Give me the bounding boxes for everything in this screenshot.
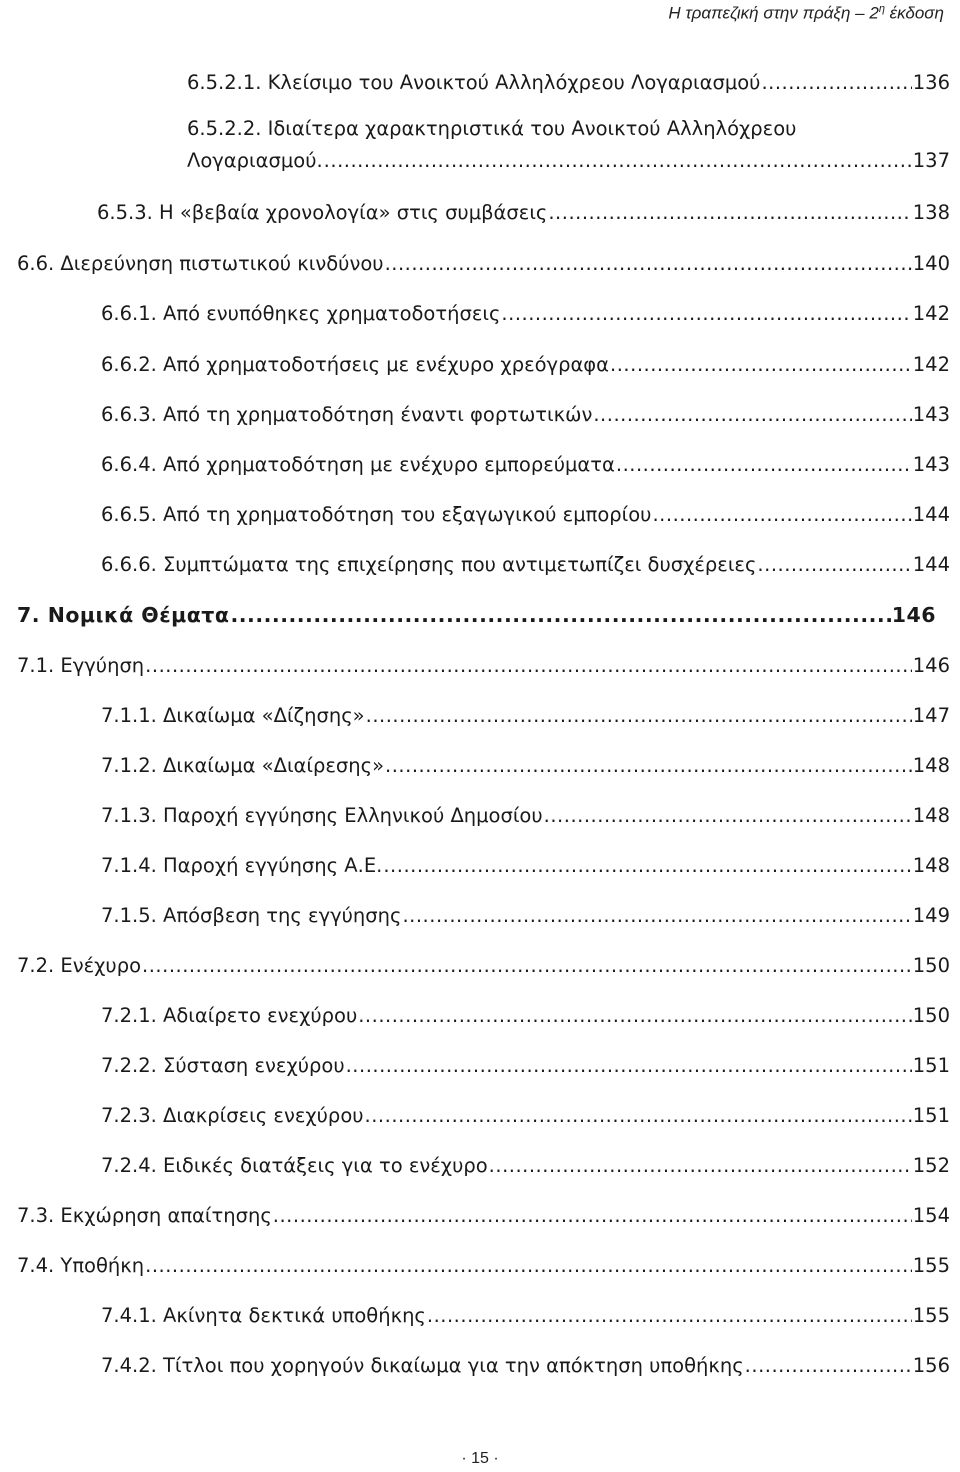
toc-entry[interactable]: 6.6. Διερεύνηση πιστωτικού κινδύνου ..... 140 (17, 251, 950, 277)
toc-entry[interactable]: 7.1.5. Απόσβεση της εγγύησης ..... 149 (101, 903, 950, 929)
toc-entry[interactable]: 7.1.3. Παροχή εγγύησης Ελληνικού Δημοσίου ..... 148 (101, 803, 950, 829)
toc-entry[interactable]: 7.2.2. Σύσταση ενεχύρου ..... 151 (101, 1053, 950, 1079)
toc-entry[interactable]: 7.1. Εγγύηση ..... 146 (17, 653, 950, 679)
toc-entry[interactable]: Λογαριασμού. ..... 137 (187, 148, 950, 174)
toc-entry[interactable]: 7.4.2. Τίτλοι που χορηγούν δικαίωμα για την απόκτηση υποθήκης ..... 156 (101, 1353, 950, 1379)
running-header: Η τραπεζική στην πράξη – $2^\eta$ έκδοση (668, 3, 944, 23)
toc-entry[interactable]: 7.1.1. Δικαίωμα «Δίζησης» ..... 147 (101, 703, 950, 729)
toc-entry[interactable]: 6.6.3. Από τη χρηματοδότηση έναντι φορτωτικών ..... 143 (101, 402, 950, 428)
toc-entry[interactable]: 7.2.3. Διακρίσεις ενεχύρου ..... 151 (101, 1103, 950, 1129)
toc-entry[interactable]: 7.1.4. Παροχή εγγύησης Α.Ε. ..... 148 (101, 853, 950, 879)
toc-entry[interactable]: 6.6.4. Από χρηματοδότηση με ενέχυρο εμπορεύματα ..... 143 (101, 452, 950, 478)
toc-entry[interactable]: 6.6.6. Συμπτώματα της επιχείρησης που αντιμετωπίζει δυσχέρειες ..... 144 (101, 552, 950, 578)
toc-entry[interactable]: 6.6.5. Από τη χρηματοδότηση του εξαγωγικού εμπορίου ..... 144 (101, 502, 950, 528)
toc-entry[interactable]: 7.2. Ενέχυρο ..... 150 (17, 953, 950, 979)
toc-entry[interactable]: 7.4. Υποθήκη ..... 155 (17, 1253, 950, 1279)
toc-entry[interactable]: 7.4.1. Ακίνητα δεκτικά υποθήκης ..... 155 (101, 1303, 950, 1329)
toc-entry[interactable]: 7.1.2. Δικαίωμα «Διαίρεσης» ..... 148 (101, 753, 950, 779)
toc-chapter-heading[interactable]: 7. Νομικά Θέματα ..... 146 (17, 602, 936, 628)
toc-entry[interactable]: 6.6.2. Από χρηματοδοτήσεις με ενέχυρο χρεόγραφα ..... 142 (101, 352, 950, 378)
toc-entry[interactable]: 6.5.2.1. Κλείσιμο του Ανοικτού Αλληλόχρεου Λογαριασμού ..... 136 (187, 70, 950, 96)
page-number: · 15 · (461, 1450, 499, 1467)
toc-entry[interactable]: 7.2.1. Αδιαίρετο ενεχύρου ..... 150 (101, 1003, 950, 1029)
toc-entry[interactable]: 6.5.3. Η «βεβαία χρονολογία» στις συμβάσεις ..... 138 (97, 200, 950, 226)
toc-entry[interactable]: 7.2.4. Ειδικές διατάξεις για το ενέχυρο ..... 152 (101, 1153, 950, 1179)
toc-entry-wrapped-line: 6.5.2.2. Ιδιαίτερα χαρακτηριστικά του Ανοικτού Αλληλόχρεου (187, 117, 797, 140)
toc-entry[interactable]: 6.6.1. Από ενυπόθηκες χρηματοδοτήσεις ..... 142 (101, 301, 950, 327)
toc-entry[interactable]: 7.3. Εκχώρηση απαίτησης ..... 154 (17, 1203, 950, 1229)
